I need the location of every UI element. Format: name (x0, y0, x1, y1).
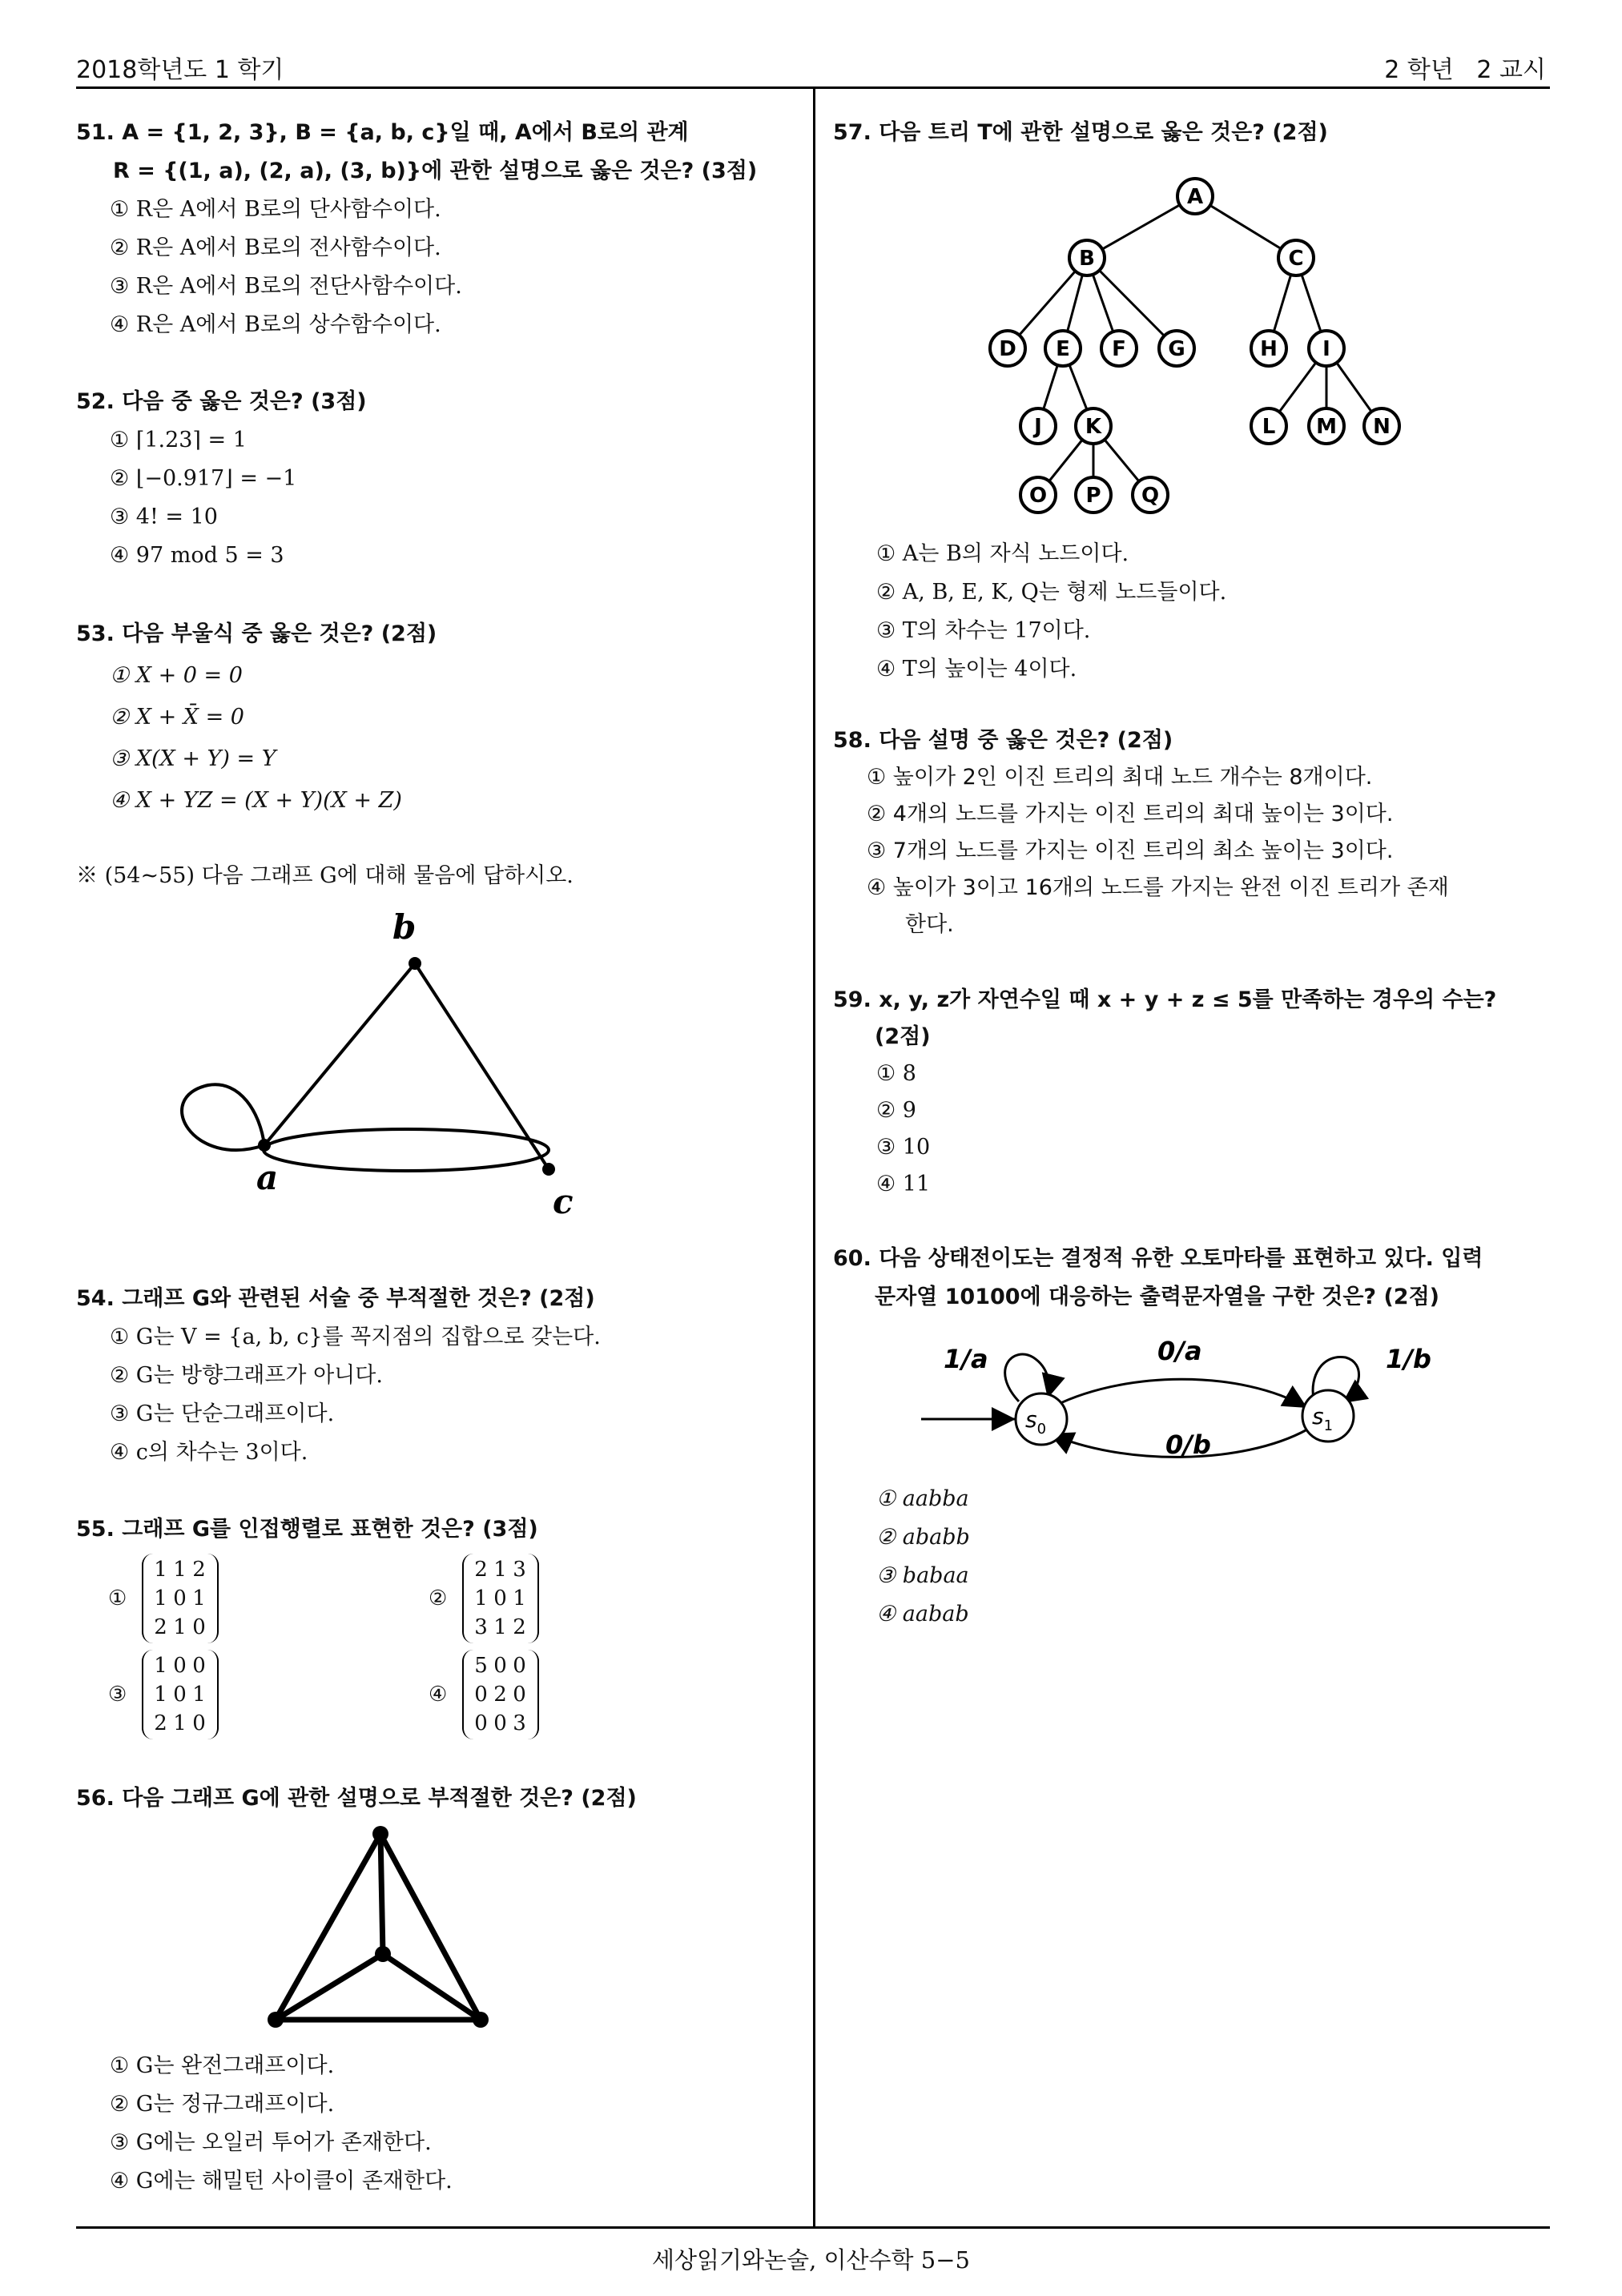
edge-a-a-loop (182, 1084, 264, 1150)
q51-stem2: R = {(1, a), (2, a), (3, b)}에 관한 설명으로 옳은 것은? (3점) (113, 159, 758, 183)
q53-option-2: ② X + X̄ = 0 (110, 705, 244, 730)
k4-vertex-top (372, 1826, 388, 1842)
tree-node-B: B (1079, 247, 1095, 271)
q57 (833, 535, 1554, 689)
q59-option-3: ③ 10 (876, 1135, 931, 1160)
matrix-3: 1 0 0 1 0 1 2 1 0 (142, 1650, 219, 1739)
tree-node-C: C (1288, 247, 1304, 271)
footer-rule (76, 2226, 1550, 2229)
vertex-b (409, 957, 421, 970)
q55-mark-4: ④ (429, 1683, 448, 1707)
q59-option-1: ① 8 (876, 1061, 916, 1086)
matrix-2: 2 1 3 1 0 1 3 1 2 (462, 1554, 539, 1643)
q59-stem2: (2점) (875, 1024, 931, 1049)
q58-stem: 58. 다음 설명 중 옳은 것은? (2점) (833, 728, 1173, 753)
q55-mark-3: ③ (108, 1683, 127, 1707)
q60-options (833, 1480, 1554, 1634)
q59 (833, 982, 1554, 1203)
q58-option-4: ④ 높이가 3이고 16개의 노드를 가지는 완전 이진 트리가 존재 (867, 875, 1449, 900)
fsm-label-bottom: 0/b (1165, 1429, 1211, 1460)
tree-node-A: A (1186, 185, 1204, 209)
q51 (76, 114, 805, 344)
q60-option-2: ② ababb (876, 1525, 970, 1550)
q55-option-2 (429, 1554, 539, 1643)
q57-option-3: ③ T의 차수는 17이다. (876, 618, 1091, 643)
tree-t-figure (977, 168, 1426, 521)
fsm-state-label-s1: $s_1$ (1312, 1403, 1334, 1434)
graph-k4-figure (264, 1824, 505, 2041)
q54-option-4: ④ c의 차수는 3이다. (110, 1440, 308, 1465)
q58-option-2: ② 4개의 노드를 가지는 이진 트리의 최대 높이는 3이다. (867, 802, 1394, 826)
q55-option-1 (108, 1554, 219, 1643)
tree-node-M: M (1316, 415, 1337, 439)
header-left: 2018학년도 1 학기 (76, 56, 284, 84)
k4-vertex-center (375, 1946, 391, 1962)
edge-a-c-upper (264, 1129, 549, 1171)
q56-option-2: ② G는 정규그래프이다. (110, 2092, 335, 2117)
q54 (76, 1280, 805, 1472)
vertex-a (258, 1139, 271, 1152)
q59-option-2: ② 9 (876, 1098, 916, 1123)
q60-option-4: ④ aabab (876, 1602, 969, 1627)
q54-stem: 54. 그래프 G와 관련된 서술 중 부적절한 것은? (2점) (76, 1286, 595, 1311)
q51-option-2: ② R은 A에서 B로의 전사함수이다. (110, 235, 441, 260)
fsm-diagram (913, 1321, 1431, 1466)
q53-option-4: ④ X + YZ = (X + Y)(X + Z) (110, 788, 402, 813)
q54-option-3: ③ G는 단순그래프이다. (110, 1401, 335, 1426)
q55-stem: 55. 그래프 G를 인접행렬로 표현한 것은? (3점) (76, 1517, 538, 1542)
q55-mark-1: ① (108, 1586, 127, 1610)
tree-node-E: E (1056, 337, 1070, 361)
q60-option-3: ③ babaa (876, 1563, 969, 1588)
tree-node-N: N (1373, 415, 1391, 439)
matrix-4: 5 0 0 0 2 0 0 0 3 (462, 1650, 539, 1739)
q57-option-4: ④ T의 높이는 4이다. (876, 657, 1077, 682)
q54-option-1: ① G는 V = {a, b, c}를 꼭지점의 집합으로 갖는다. (110, 1325, 601, 1349)
tree-node-Q: Q (1141, 484, 1160, 508)
q58-option-1: ① 높이가 2인 이진 트리의 최대 노드 개수는 8개이다. (867, 765, 1373, 790)
tree-node-J: J (1034, 415, 1042, 439)
vertex-c (542, 1163, 555, 1176)
column-divider (813, 88, 815, 2228)
tree-node-I: I (1322, 337, 1330, 361)
q56-option-1: ① G는 완전그래프이다. (110, 2053, 335, 2078)
tree-node-O: O (1028, 484, 1048, 508)
fsm-label-top: 0/a (1157, 1336, 1202, 1366)
tree-node-K: K (1085, 415, 1102, 439)
k4-vertex-right (473, 2012, 489, 2028)
tree-node-L: L (1262, 415, 1276, 439)
q60 (833, 1240, 1554, 1317)
q59-stem1: 59. x, y, z가 자연수일 때 x + y + z ≤ 5를 만족하는 경우의 수는? (833, 987, 1497, 1012)
q56-option-4: ④ G에는 해밀턴 사이클이 존재한다. (110, 2169, 453, 2193)
tree-node-F: F (1112, 337, 1126, 361)
q55-option-3 (108, 1650, 219, 1739)
note-54-55: ※ (54~55) 다음 그래프 G에 대해 물음에 답하시오. (76, 863, 574, 888)
fsm-edge-top (1048, 1379, 1307, 1409)
q55-option-4 (429, 1650, 539, 1739)
fsm-state-label-s0: $s_0$ (1025, 1406, 1047, 1438)
matrix-1: 1 1 2 1 0 1 2 1 0 (142, 1554, 219, 1643)
page-footer: 세상읽기와논술, 이산수학 5−5 (651, 2246, 970, 2274)
edge-a-b (264, 963, 415, 1145)
q53 (76, 613, 805, 822)
q51-option-1: ① R은 A에서 B로의 단사함수이다. (110, 197, 441, 222)
q56 (76, 2047, 805, 2201)
k4-vertex-left (268, 2012, 284, 2028)
q53-option-1: ① X + 0 = 0 (110, 663, 243, 688)
fsm-label-loop0: 1/a (944, 1344, 988, 1374)
q51-option-4: ④ R은 A에서 B로의 상수함수이다. (110, 312, 441, 337)
q52-option-1: ① ⌈1.23⌉ = 1 (110, 428, 247, 452)
q51-option-3: ③ R은 A에서 B로의 전단사함수이다. (110, 274, 462, 299)
q58-option-3: ③ 7개의 노드를 가지는 이진 트리의 최소 높이는 3이다. (867, 838, 1394, 863)
q53-option-3: ③ X(X + Y) = Y (110, 746, 276, 771)
q58-option-4-cont: 한다. (905, 912, 954, 937)
fsm-label-loop1: 1/b (1386, 1344, 1431, 1374)
q52-stem: 52. 다음 중 옳은 것은? (3점) (76, 389, 367, 414)
q60-option-1: ① aabba (876, 1486, 969, 1511)
q60-stem1: 60. 다음 상태전이도는 결정적 유한 오토마타를 표현하고 있다. 입력 (833, 1246, 1483, 1271)
q52-option-4: ④ 97 mod 5 = 3 (110, 543, 284, 568)
q52 (76, 383, 805, 575)
q54-option-2: ② G는 방향그래프가 아니다. (110, 1363, 383, 1388)
graph-g-figure (160, 905, 609, 1225)
q51-stem1: 51. A = {1, 2, 3}, B = {a, b, c}일 때, A에서 B로의 관계 (76, 120, 689, 145)
q56-option-3: ③ G에는 오일러 투어가 존재한다. (110, 2130, 432, 2155)
tree-node-H: H (1260, 337, 1278, 361)
q53-stem: 53. 다음 부울식 중 옳은 것은? (2점) (76, 621, 437, 646)
q55-mark-2: ② (429, 1586, 448, 1610)
q58 (833, 722, 1554, 943)
q57-option-1: ① A는 B의 자식 노드이다. (876, 541, 1129, 566)
tree-node-P: P (1085, 484, 1101, 508)
header-right: 2 학년 2 교시 (1384, 56, 1546, 84)
q59-option-4: ④ 11 (876, 1172, 931, 1196)
q52-option-2: ② ⌊−0.917⌋ = −1 (110, 466, 297, 491)
q57-stem: 57. 다음 트리 T에 관한 설명으로 옳은 것은? (2점) (833, 120, 1328, 145)
q56-stem: 56. 다음 그래프 G에 관한 설명으로 부적절한 것은? (2점) (76, 1786, 637, 1811)
q52-option-3: ③ 4! = 10 (110, 505, 218, 529)
vertex-label-b: b (392, 907, 417, 947)
q60-stem2: 문자열 10100에 대응하는 출력문자열을 구한 것은? (2점) (875, 1285, 1440, 1309)
vertex-label-a: a (256, 1158, 279, 1197)
tree-node-D: D (999, 337, 1016, 361)
tree-node-G: G (1168, 337, 1185, 361)
vertex-label-c: c (553, 1182, 574, 1221)
q57-option-2: ② A, B, E, K, Q는 형제 노드들이다. (876, 580, 1227, 605)
